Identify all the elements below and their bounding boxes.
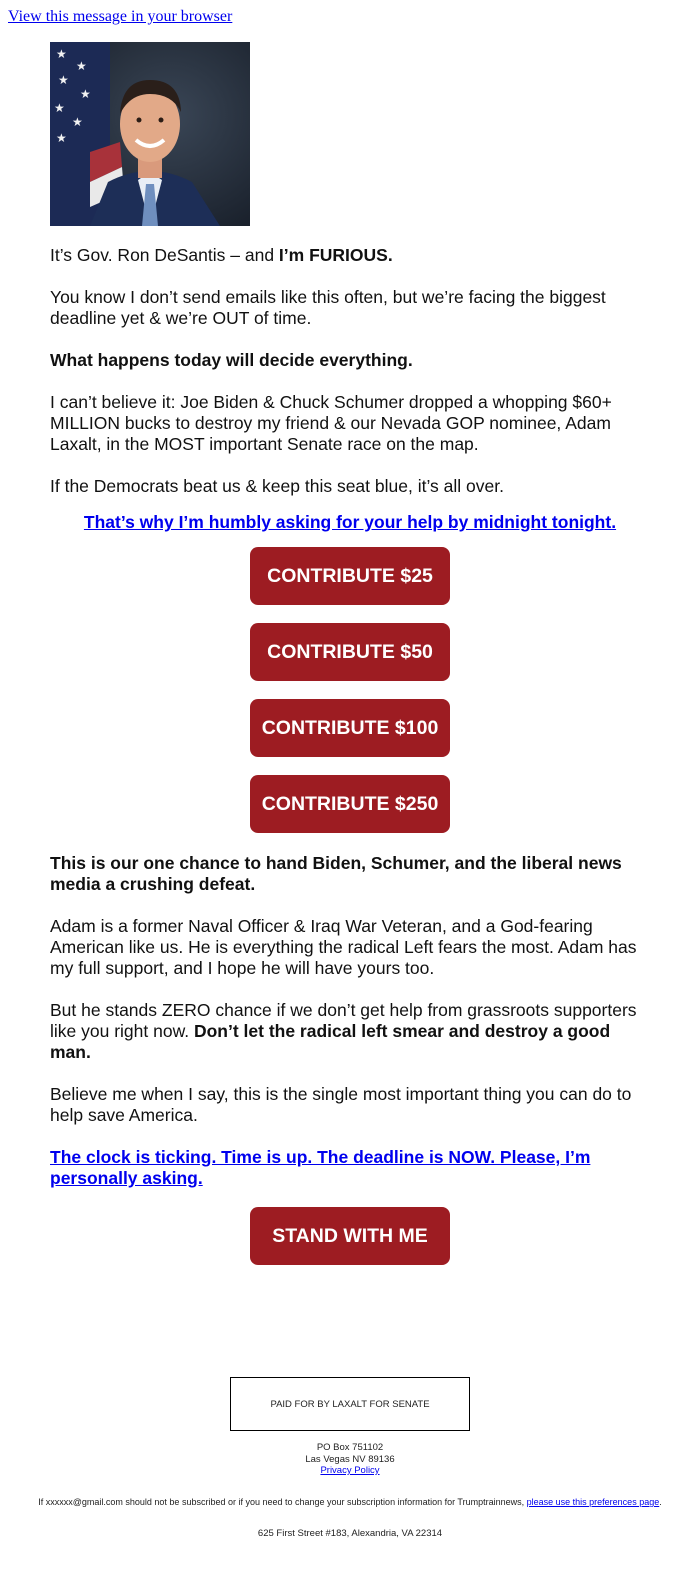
contribute-50-button[interactable]: CONTRIBUTE $50 — [250, 623, 450, 681]
paragraph-biden-schumer: I can’t believe it: Joe Biden & Chuck Schumer dropped a whopping $60+ MILLION bucks to destroy my friend & our Nevada GOP nominee, Adam Laxalt, in the MOST important Senate race on the map. — [50, 392, 612, 454]
po-box: PO Box 751102 — [316, 1442, 384, 1453]
paragraph-zero-chance: But he stands ZERO chance if we don’t get help from grassroots supporters like you right now. Don’t let the radical left smear and destroy a good man. — [50, 1000, 637, 1062]
subscription-notice: If xxxxxx@gmail.com should not be subscribed or if you need to change your subscription information for Trumptrainnews, please use this preferences page. — [38, 1497, 662, 1507]
mailing-address — [0, 1442, 700, 1477]
contribute-250-button[interactable]: CONTRIBUTE $250 — [250, 775, 450, 833]
paragraph-deadline: You know I don’t send emails like this often, but we’re facing the biggest deadline yet & we’re OUT of time. — [50, 287, 606, 328]
privacy-policy-link[interactable]: Privacy Policy — [320, 1465, 380, 1476]
view-in-browser-link[interactable]: View this message in your browser — [8, 8, 233, 25]
contribute-25-button[interactable]: CONTRIBUTE $25 — [250, 547, 450, 605]
clock-ticking-link[interactable]: The clock is ticking. Time is up. The deadline is NOW. Please, I’m personally asking. — [50, 1147, 591, 1188]
svg-text:★: ★ — [72, 115, 83, 129]
paragraph-decide: What happens today will decide everything. — [50, 350, 413, 370]
preferences-page-link[interactable]: please use this preferences page — [526, 1497, 660, 1507]
ask-help-link[interactable]: That’s why I’m humbly asking for your help by midnight tonight. — [83, 512, 617, 532]
stand-with-me-button[interactable]: STAND WITH ME — [250, 1207, 450, 1265]
svg-text:★: ★ — [80, 87, 91, 101]
paragraph-one-chance: This is our one chance to hand Biden, Schumer, and the liberal news media a crushing defeat. — [50, 853, 622, 894]
paragraph-seat-blue: If the Democrats beat us & keep this seat blue, it’s all over. — [50, 476, 504, 496]
svg-text:★: ★ — [56, 131, 67, 145]
street-address: 625 First Street #183, Alexandria, VA 22314 — [257, 1528, 443, 1539]
contribute-100-button[interactable]: CONTRIBUTE $100 — [250, 699, 450, 757]
paragraph-believe-me: Believe me when I say, this is the single most important thing you can do to help save America. — [50, 1084, 632, 1125]
paragraph-adam-veteran: Adam is a former Naval Officer & Iraq War Veteran, and a God-fearing American like us. He is everything the radical Left fears the most. Adam has my full support, and I hope he will have yours too. — [50, 916, 637, 978]
paid-for-disclaimer: PAID FOR BY LAXALT FOR SENATE — [230, 1377, 470, 1431]
svg-text:★: ★ — [54, 101, 65, 115]
svg-text:★: ★ — [58, 73, 69, 87]
svg-text:★: ★ — [56, 47, 67, 61]
greeting: It’s Gov. Ron DeSantis – and I’m FURIOUS. — [50, 245, 393, 265]
city-line: Las Vegas NV 89136 — [305, 1453, 395, 1465]
desantis-portrait — [50, 42, 250, 226]
email-body — [50, 245, 650, 1283]
svg-text:★: ★ — [76, 59, 87, 73]
